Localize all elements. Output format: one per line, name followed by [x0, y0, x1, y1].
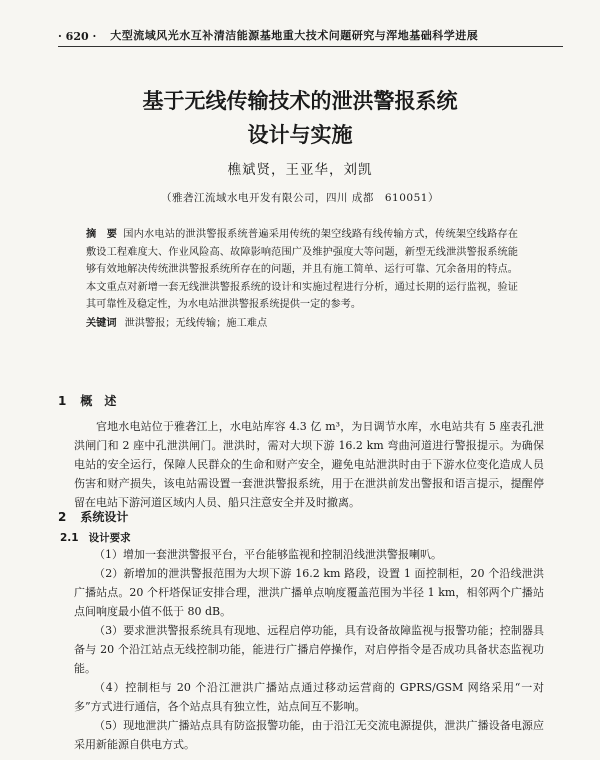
abstract-text: 国内水电站的泄洪警报系统普遍采用传统的架空线路有线传输方式，传统架空线路存在敷设工程难度大、作业风险高、故障影响范围广及维护强度大等问题，新型无线泄洪警报系统能够有效地解决传统泄洪警报系统所存在的问题，并且有施工简单、运行可靠、冗余备用的特点。本文重点对新增一套无线泄洪警报系统的设计和实施过程进行分析，通过长期的运行监视，验证其可靠性及稳定性，为水电站泄洪警报系统提供一定的参考。	[86, 229, 518, 310]
title-line-2: 设计与实施	[247, 123, 353, 147]
section-2-title: 系统设计	[80, 510, 129, 524]
running-title: 大型流域风光水互补清洁能源基地重大技术问题研究与浑地基础科学进展	[110, 29, 479, 42]
requirement-item: （2）新增加的泄洪警报范围为大坝下游 16.2 km 路段，设置 1 面控制柜，20 个沿线泄洪广播站点。20 个杆塔保证安排合理，泄洪广播单点响度覆盖范围为半径 1 km，相邻两个广播站点间响度最小值不低于 80 dB。	[74, 567, 544, 618]
requirement-item: （3）要求泄洪警报系统具有现地、远程启停功能，具有设备故障监视与报警功能；控制器具备与 20 个沿江站点无线控制功能，能进行广播启停操作，对启停指令是否成功具备状态监视功能。	[74, 624, 544, 675]
section-1-heading	[58, 392, 116, 409]
requirements-list	[74, 545, 544, 754]
subsection-2-1-heading	[60, 530, 131, 545]
subsection-2-1-title: 设计要求	[88, 532, 131, 544]
keywords-text: 泄洪警报；无线传输；施工难点	[124, 317, 268, 329]
section-2-heading	[58, 508, 128, 525]
section-1-paragraph: 官地水电站位于雅砻江上，水电站库容 4.3 亿 m³，为日调节水库，水电站共有 5 座表孔泄洪闸门和 2 座中孔泄洪闸门。泄洪时，需对大坝下游 16.2 km 弯曲河道进行警报提示。为确保电站的安全运行，保障人民群众的生命和财产安全，避免电站泄洪时由于下游水位变化造成人员伤害和财产损失，该电站需设置一套泄洪警报系统，用于在泄洪前发出警报和语言提示，提醒停留在电站下游河道区域内人员、船只注意安全并及时撤离。	[74, 420, 544, 509]
section-1-number: 1	[58, 394, 67, 408]
requirement-item: （4）控制柜与 20 个沿江泄洪广播站点通过移动运营商的 GPRS/GSM 网络采用“一对多”方式进行通信，各个站点具有独立性，站点间互不影响。	[74, 681, 544, 713]
subsection-2-1-number: 2.1	[60, 532, 79, 544]
requirement-item: （5）现地泄洪广播站点具有防盗报警功能，由于沿江无交流电源提供，泄洪广播设备电源应采用新能源自供电方式。	[74, 719, 544, 751]
keywords-label: 关键词	[86, 316, 117, 329]
abstract-block	[86, 226, 518, 332]
affiliation: （雅砻江流域水电开发有限公司，四川 成都 610051）	[161, 192, 439, 204]
authors: 樵斌贤，王亚华，刘凯	[227, 162, 373, 178]
abstract-paragraph	[86, 226, 518, 314]
running-header	[58, 24, 563, 47]
title-line-1: 基于无线传输技术的泄洪警报系统	[142, 89, 458, 113]
section-1-title: 概 述	[80, 394, 117, 408]
keywords-line	[86, 315, 518, 333]
paper-title	[70, 84, 530, 152]
abstract-label: 摘 要	[86, 228, 118, 240]
section-2-number: 2	[58, 510, 67, 524]
section-1-body	[74, 417, 544, 512]
requirement-item: （1）增加一套泄洪警报平台，平台能够监视和控制沿线泄洪警报喇叭。	[94, 548, 442, 561]
page-number: · 620 ·	[58, 30, 97, 43]
